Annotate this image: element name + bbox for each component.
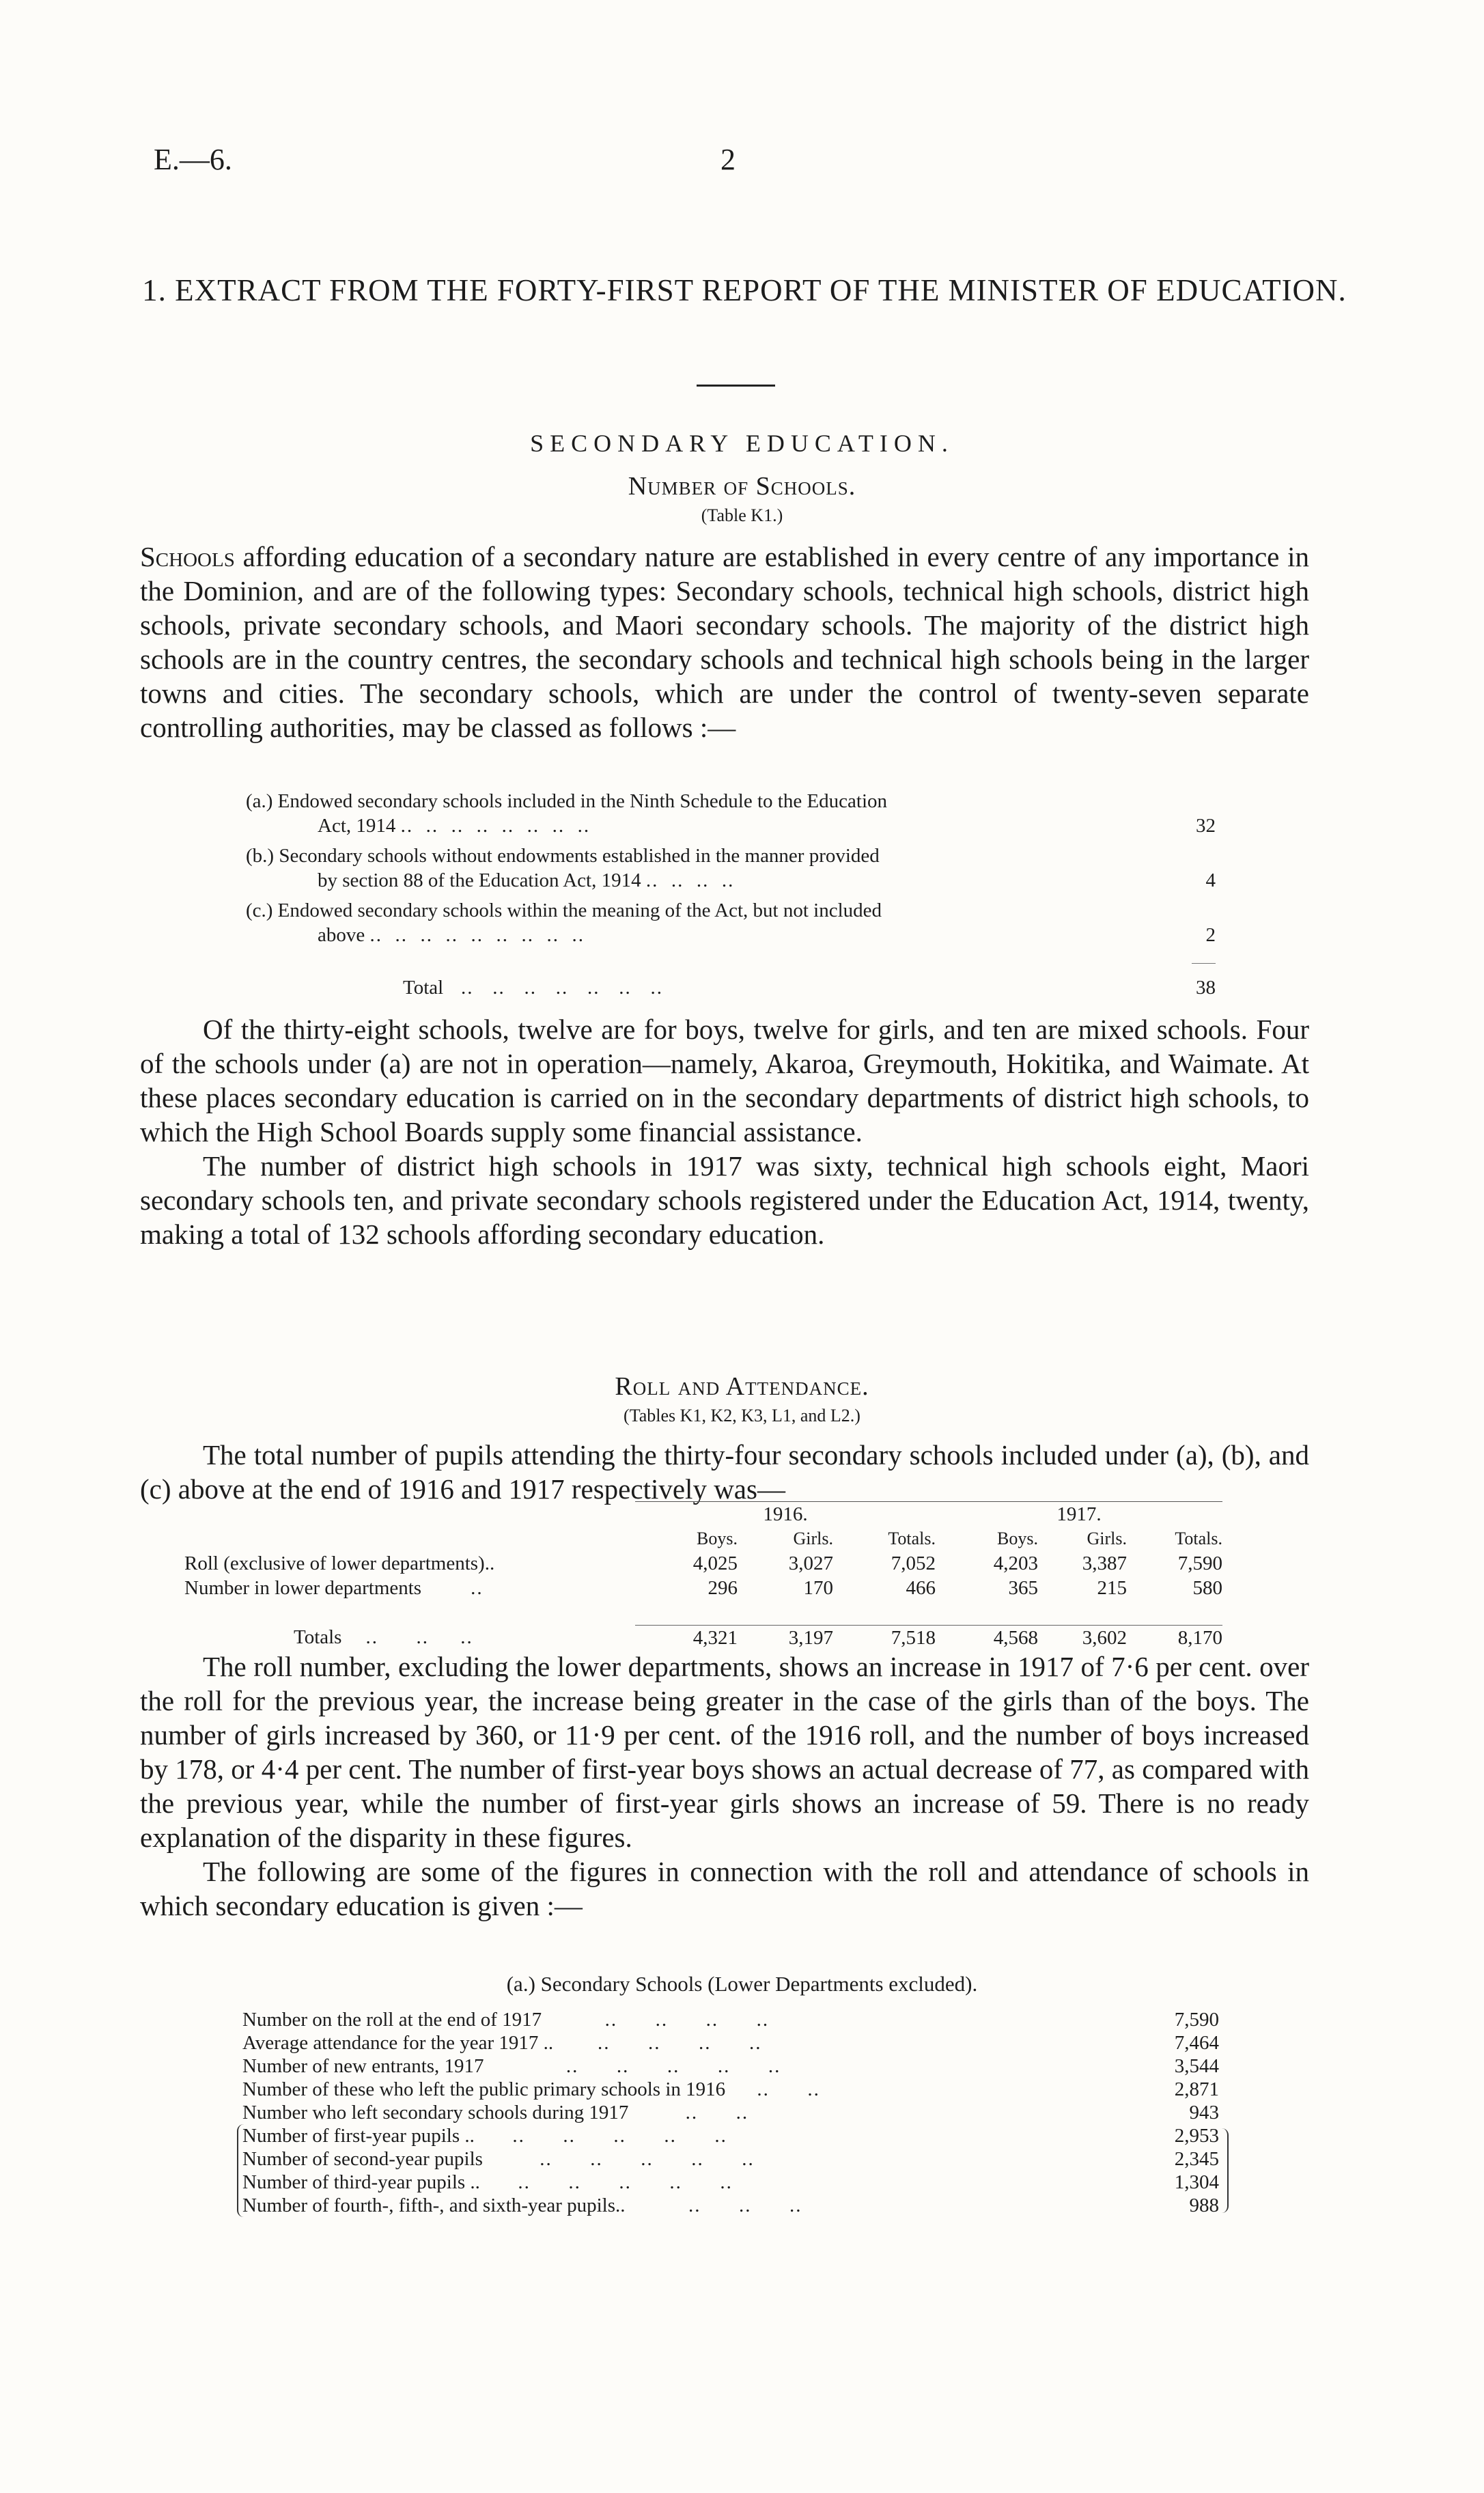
roll-attendance-table-ref: (Tables K1, K2, K3, L1, and L2.) — [624, 1406, 860, 1425]
figure-row: Number of first-year pupils .. .. .. .. .. .. 2,953 — [242, 2125, 1219, 2147]
column-header: Totals. — [1175, 1529, 1222, 1548]
figure-row: Number on the roll at the end of 1917 .. .. .. .. 7,590 — [242, 2009, 1219, 2031]
row-label: Roll (exclusive of lower departments).. — [184, 1552, 495, 1574]
page-number: 2 — [720, 143, 736, 176]
year-1916-label: 1916. — [635, 1502, 936, 1527]
figure-value: 2,953 — [1174, 2125, 1219, 2147]
school-class-label: (c.) Endowed secondary schools within the meaning of the Act, but not included — [246, 900, 882, 921]
school-class-value: 2 — [1205, 924, 1216, 946]
schools-lead-word: Schools — [140, 541, 235, 572]
schools-para2-text: Of the thirty-eight schools, twelve are for boys, twelve for girls, and ten are mixed schools. Four of the schools under (a) are not in operation—namely, Akaroa, Greymouth, Hokitika, and Waimate. At these places secondary education is carried on in the secondary departments of district high schools, to which the High School Boards supply some financial assistance. — [140, 1014, 1309, 1147]
school-class-continuation: above .. .. .. .. .. .. .. .. .. — [318, 924, 585, 946]
column-header-row — [184, 1527, 1222, 1551]
table-cell: 3,027 — [788, 1552, 833, 1574]
figure-value: 3,544 — [1174, 2055, 1219, 2077]
column-header: Girls. — [793, 1529, 833, 1548]
table-cell: 170 — [803, 1576, 833, 1599]
figure-value: 988 — [1189, 2195, 1219, 2216]
table-cell: 580 — [1192, 1576, 1222, 1599]
figure-value: 7,590 — [1174, 2009, 1219, 2031]
school-class-value: 32 — [1196, 815, 1216, 837]
column-header: Boys. — [997, 1529, 1038, 1548]
figure-value: 7,464 — [1174, 2032, 1219, 2054]
table-cell: 7,590 — [1177, 1552, 1222, 1574]
school-class-continuation: Act, 1914 .. .. .. .. .. .. .. .. — [318, 815, 591, 837]
table-cell: 215 — [1097, 1576, 1127, 1599]
roll-paragraphs — [140, 1649, 1309, 1923]
total-label: Total .. .. .. .. .. .. .. — [403, 977, 663, 999]
figure-row: Number of fourth-, fifth-, and sixth-year pupils.. .. .. .. 988 — [242, 2195, 1219, 2216]
school-class-a — [246, 789, 1216, 838]
table-cell: 4,321 — [692, 1626, 738, 1649]
school-class-continuation: by section 88 of the Education Act, 1914 .. .. .. .. — [318, 869, 735, 891]
total-rule — [1192, 963, 1216, 964]
secondary-schools-subheading: (a.) Secondary Schools (Lower Departments excluded). — [506, 1972, 978, 1996]
total-value: 38 — [1196, 977, 1216, 999]
school-classes-list — [246, 789, 1216, 947]
table-cell: 4,203 — [993, 1552, 1038, 1574]
figure-row: Number of third-year pupils .. .. .. .. .. .. 1,304 — [242, 2171, 1219, 2193]
schools-para3-text: The number of district high schools in 1917 was sixty, technical high schools eight, Maori secondary schools ten, and private secondary schools registered under the Education Act, 1914, twenty, making a total of 132 schools affording secondary education. — [140, 1150, 1309, 1250]
figure-row: Number who left secondary schools during 1917 .. .. 943 — [242, 2102, 1219, 2123]
roll-table-container — [184, 1501, 1222, 1650]
table-row — [184, 1576, 1222, 1600]
table-cell: 296 — [708, 1576, 738, 1599]
figure-row: Number of new entrants, 1917 .. .. .. .. .. 3,544 — [242, 2055, 1219, 2077]
year-group — [237, 2124, 1219, 2217]
roll-intro-text: The total number of pupils attending the thirty-four secondary schools included under (a), (b), and (c) above at the end of 1916 and 1917 respectively was— — [140, 1439, 1309, 1505]
roll-intro-paragraph — [140, 1438, 1309, 1506]
figure-row: Number of these who left the public primary schools in 1916 .. .. 2,871 — [242, 2078, 1219, 2100]
table-cell: 3,387 — [1082, 1552, 1127, 1574]
attendance-figures-list — [242, 2008, 1219, 2217]
figure-row: Average attendance for the year 1917 .. .. .. .. .. 7,464 — [242, 2032, 1219, 2054]
spacer-row — [184, 1600, 1222, 1626]
year-1917-label: 1917. — [936, 1502, 1222, 1527]
table-cell: 4,568 — [993, 1626, 1038, 1649]
roll-table — [184, 1501, 1222, 1650]
column-header: Boys. — [697, 1529, 738, 1548]
roll-attendance-heading: Roll and Attendance. — [615, 1372, 869, 1401]
figure-value: 2,345 — [1174, 2148, 1219, 2170]
section-title: SECONDARY EDUCATION. — [530, 430, 954, 457]
figure-row: Number of second-year pupils .. .. .. .. .. 2,345 — [242, 2148, 1219, 2170]
table-row — [184, 1551, 1222, 1576]
year-group-bracket — [1220, 2128, 1229, 2213]
figure-value: 943 — [1189, 2102, 1219, 2123]
figure-value: 2,871 — [1174, 2078, 1219, 2100]
document-title: 1. EXTRACT FROM THE FORTY-FIRST REPORT OF THE MINISTER OF EDUCATION. — [142, 273, 1347, 307]
number-of-schools-heading: Number of Schools. — [628, 472, 856, 501]
table-cell: 7,518 — [891, 1626, 936, 1649]
row-label: Totals .. .. .. — [294, 1626, 473, 1649]
school-class-b — [246, 844, 1216, 893]
page-reference: E.—6. — [154, 143, 232, 176]
school-class-c — [246, 898, 1216, 947]
column-header: Totals. — [888, 1529, 936, 1548]
totals-row — [184, 1626, 1222, 1651]
table-cell: 4,025 — [692, 1552, 738, 1574]
number-of-schools-table-ref: (Table K1.) — [701, 505, 783, 525]
table-cell: 3,602 — [1082, 1626, 1127, 1649]
roll-para2-text: The following are some of the figures in connection with the roll and attendance of schools in which secondary education is given :— — [140, 1856, 1309, 1921]
schools-para1-text: affording education of a secondary nature are established in every centre of any importance in the Dominion, and are of the following types: Secondary schools, technical high schools, district high schools, private secondary schools, and Maori secondary schools. The majority of the district high schools are in the country centres, the secondary schools and technical high schools being in the larger towns and cities. The secondary schools, which are under the control of twenty-seven separate controlling authorities, may be classed as follows :— — [140, 541, 1309, 743]
table-cell: 466 — [906, 1576, 936, 1599]
title-divider — [697, 385, 775, 387]
school-class-value: 4 — [1205, 869, 1216, 891]
year-header-row — [184, 1502, 1222, 1527]
roll-para1-text: The roll number, excluding the lower departments, shows an increase in 1917 of 7·6 per cent. over the roll for the previous year, the increase being greater in the case of the girls than of the boys. The number of girls increased by 360, or 11·9 per cent. of the 1916 roll, and the number of boys increased by 178, or 4·4 per cent. The number of first-year boys shows an actual decrease of 77, as compared with the previous year, while the number of first-year girls shows an increase of 59. There is no ready explanation of the disparity in these figures. — [140, 1651, 1309, 1853]
school-class-label: (a.) Endowed secondary schools included in the Ninth Schedule to the Education — [246, 790, 888, 812]
school-class-label: (b.) Secondary schools without endowments established in the manner provided — [246, 845, 880, 867]
schools-paragraph-1 — [140, 540, 1309, 744]
figure-value: 1,304 — [1174, 2171, 1219, 2193]
table-cell: 365 — [1008, 1576, 1038, 1599]
table-cell: 7,052 — [891, 1552, 936, 1574]
schools-paragraph-2 — [140, 1012, 1309, 1251]
table-cell: 3,197 — [788, 1626, 833, 1649]
table-cell: 8,170 — [1177, 1626, 1222, 1649]
row-label: Number in lower departments .. — [184, 1576, 484, 1599]
column-header: Girls. — [1087, 1529, 1127, 1548]
